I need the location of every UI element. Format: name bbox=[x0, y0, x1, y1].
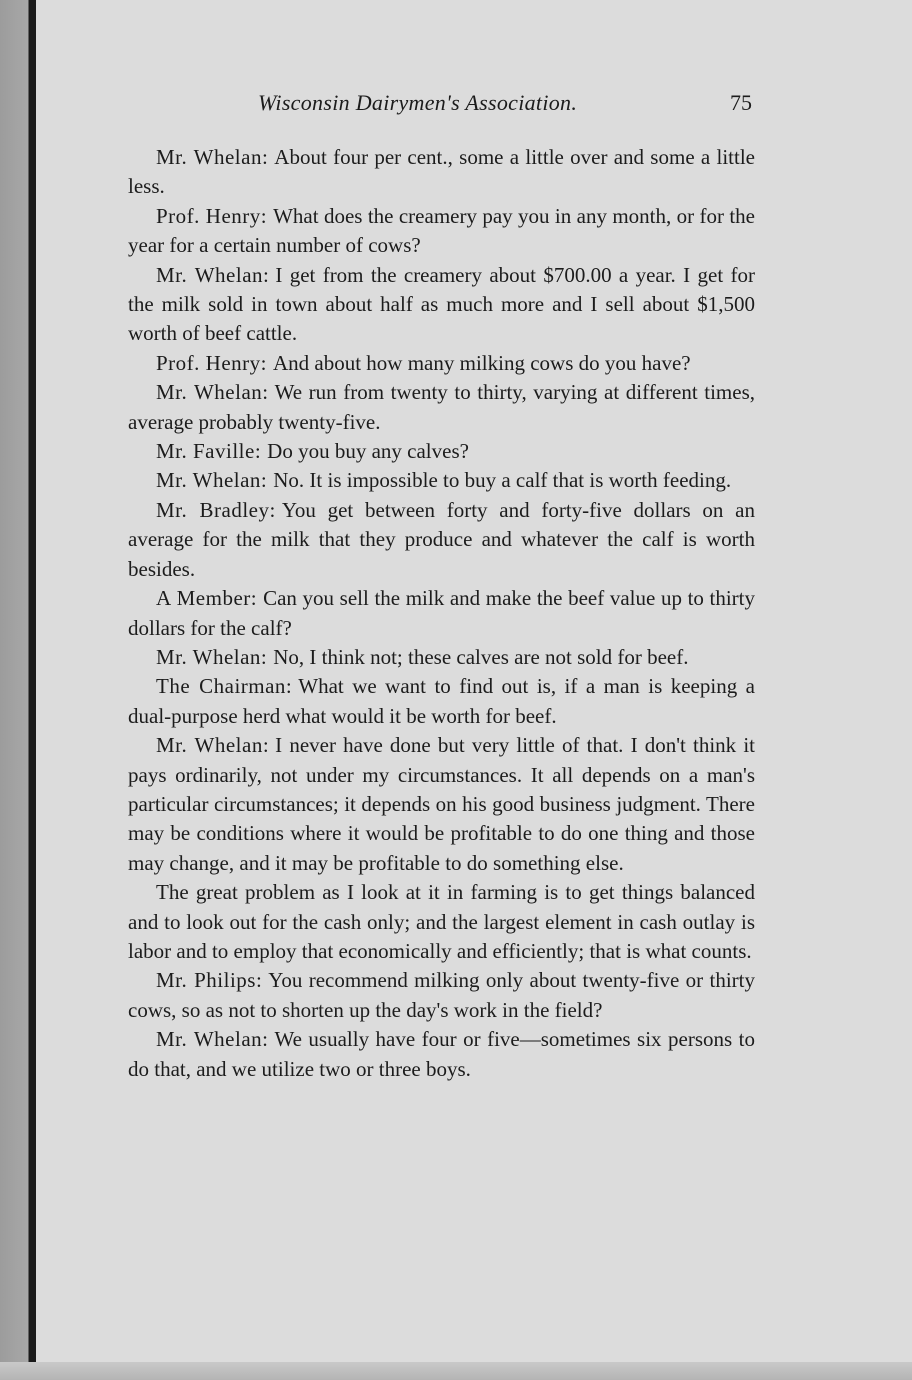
dialogue-paragraph bbox=[128, 966, 755, 1025]
paragraph-text: I get from the creamery about $700.00 a year. I get for the milk sold in town about half as much more and I sell about $1,500 worth of beef cattle. bbox=[128, 262, 755, 346]
dialogue-paragraph bbox=[128, 437, 755, 466]
paragraph-text: About four per cent., some a little over and some a little less. bbox=[128, 145, 755, 199]
speaker-name: Prof. Henry: bbox=[156, 203, 268, 228]
paragraph-text: The great problem as I look at it in farming is to get things balanced and to look out for the cash only; and the largest element in cash outlay is labor and to employ that economically and efficiently; that is what counts. bbox=[128, 880, 755, 963]
paragraph-text: You get between forty and forty-five dollars on an average for the milk that they produce and whatever the calf is worth besides. bbox=[128, 497, 755, 581]
speaker-name: Mr. Whelan: bbox=[156, 468, 268, 493]
dialogue-paragraph bbox=[128, 731, 755, 878]
speaker-name: Mr. Whelan: bbox=[156, 1027, 269, 1052]
book-binding-edge bbox=[0, 0, 36, 1380]
dialogue-paragraph bbox=[128, 1025, 755, 1084]
paragraph-text: Do you buy any calves? bbox=[267, 439, 469, 464]
speaker-name: Mr. Whelan: bbox=[156, 145, 269, 169]
paragraph-text: You recommend milking only about twenty-five or thirty cows, so as not to shorten up the day's work in the field? bbox=[128, 968, 755, 1022]
speaker-name: Mr. Whelan: bbox=[156, 262, 270, 287]
paragraph-text: We run from twenty to thirty, varying at different times, average probably twenty-five. bbox=[128, 380, 756, 434]
speaker-name: Mr. Faville: bbox=[156, 439, 262, 464]
dialogue-paragraph bbox=[128, 378, 755, 437]
speaker-name: Mr. Whelan: bbox=[156, 380, 269, 405]
page-number: 75 bbox=[730, 90, 752, 115]
dialogue-paragraph bbox=[128, 672, 755, 731]
paragraph-text: No, I think not; these calves are not sold for beef. bbox=[273, 644, 689, 669]
dialogue-paragraph bbox=[128, 643, 755, 672]
running-title: Wisconsin Dairymen's Association. bbox=[258, 90, 578, 115]
dialogue-paragraph bbox=[128, 143, 755, 202]
paragraph-text: And about how many milking cows do you have? bbox=[272, 350, 691, 375]
speaker-name: A Member: bbox=[156, 586, 258, 611]
speaker-name: Mr. Bradley: bbox=[156, 497, 276, 522]
paragraph-text: Can you sell the milk and make the beef value up to thirty dollars for the calf? bbox=[128, 586, 756, 640]
page-body bbox=[128, 143, 755, 1084]
dialogue-paragraph bbox=[128, 496, 755, 584]
speaker-name: Mr. Whelan: bbox=[156, 644, 268, 669]
paragraph-text: I never have done but very little of that. I don't think it pays ordinarily, not under my circumstances. It all depends on a man's particular circumstances; it depends on his good business judgment. There may be conditions where it would be profitable to do one thing and those may change, and it may be profitable to do something else. bbox=[128, 733, 755, 875]
dialogue-paragraph bbox=[128, 261, 755, 349]
dialogue-paragraph bbox=[128, 349, 755, 378]
dialogue-paragraph bbox=[128, 584, 755, 643]
paragraph-text: What we want to find out is, if a man is keeping a dual-purpose herd what would it be worth for beef. bbox=[128, 674, 755, 728]
dialogue-paragraph bbox=[128, 466, 755, 495]
paragraph-text: What does the creamery pay you in any month, or for the year for a certain number of cows? bbox=[128, 203, 755, 258]
body-paragraph bbox=[128, 878, 755, 966]
paragraph-text: We usually have four or five—sometimes six persons to do that, and we utilize two or three boys. bbox=[128, 1027, 755, 1081]
speaker-name: Mr. Philips: bbox=[156, 968, 263, 993]
speaker-name: Mr. Whelan: bbox=[156, 733, 270, 758]
paragraph-text: No. It is impossible to buy a calf that is worth feeding. bbox=[273, 468, 732, 493]
speaker-name: Prof. Henry: bbox=[156, 350, 267, 375]
page-bottom-edge bbox=[0, 1362, 912, 1380]
speaker-name: The Chairman: bbox=[156, 674, 293, 699]
dialogue-paragraph bbox=[128, 202, 755, 261]
